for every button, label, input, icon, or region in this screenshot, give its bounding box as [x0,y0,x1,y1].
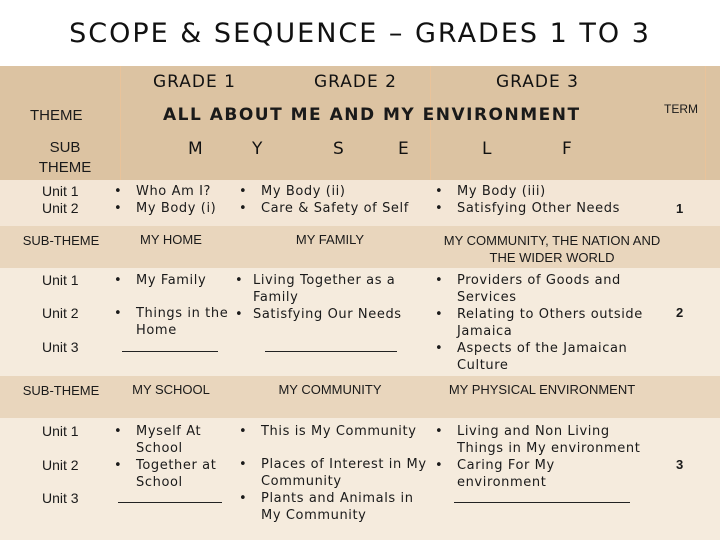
grade1-term2-topics [112,272,232,339]
myself-letter: M [188,139,204,159]
unit-label: Unit 2 [42,200,79,216]
myself-letter: F [562,139,573,159]
grade2-term2-topics [233,272,403,323]
topic-item: • Providers of Goods and Services [433,272,643,306]
grade3-term1-topics [433,183,633,217]
sub-theme-grade2: MY FAMILY [295,232,365,247]
grade-1-header: GRADE 1 [153,72,236,92]
unit-label: Unit 1 [42,423,79,439]
unit-label: Unit 2 [42,305,79,321]
texture-line [705,66,706,180]
topic-item: • Aspects of the Jamaican Culture [433,340,643,374]
sub-theme-label: SUB THEME [38,139,92,176]
topic-item: • Things in the Home [112,305,232,339]
sub-theme-grade3: MY COMMUNITY, THE NATION AND THE WIDER WORLD [443,233,661,265]
theme-label: THEME [30,107,83,124]
topic-item: • Places of Interest in My Community [237,456,427,490]
topic-item: • My Body (ii) [237,183,427,200]
page-title: SCOPE & SEQUENCE – GRADES 1 TO 3 [69,18,651,49]
unit-label: Unit 1 [42,272,79,288]
topic-item: • Caring For My environment [433,457,648,491]
blank-line [118,502,222,503]
myself-letter: S [333,139,345,159]
topic-item: • Who Am I? [112,183,232,200]
grade1-term1-topics [112,183,232,217]
topic-item: • Relating to Others outside Jamaica [433,306,643,340]
topic-item: • Myself At School [112,423,232,457]
topic-item: • Together at School [112,457,232,491]
term-header: TERM [664,102,698,116]
topic-item: • Living Together as a Family [233,272,403,306]
grade-2-header: GRADE 2 [314,72,397,92]
myself-letter: E [398,139,410,159]
term-number: 3 [676,457,684,472]
unit-label: Unit 3 [42,490,79,506]
unit-label: Unit 2 [42,457,79,473]
topic-item: • Living and Non Living Things in My environment [433,423,648,457]
blank-line [265,351,397,352]
grade2-term1-topics [237,183,427,217]
sub-theme-label: SUB-THEME [22,383,100,398]
term-number: 2 [676,305,684,320]
term-number: 1 [676,201,684,216]
topic-item: • My Family [112,272,232,289]
myself-letter: Y [252,139,264,159]
sub-theme-grade2: MY COMMUNITY [278,382,382,397]
grade-3-header: GRADE 3 [496,72,579,92]
blank-line [454,502,630,503]
topic-item: • My Body (iii) [433,183,633,200]
topic-item: • Satisfying Other Needs [433,200,633,217]
unit-label: Unit 1 [42,183,79,199]
topic-item: • Satisfying Our Needs [233,306,403,323]
sub-theme-label: SUB-THEME [22,233,100,248]
myself-letter: L [482,139,493,159]
topic-item: • Care & Safety of Self [237,200,427,217]
grade1-term3-topics [112,423,232,491]
grade3-term3-topics [433,423,648,491]
topic-item: • My Body (i) [112,200,232,217]
sub-theme-grade3: MY PHYSICAL ENVIRONMENT [448,382,636,397]
texture-line [120,66,121,180]
topic-item: • This is My Community [237,423,427,440]
topic-item: • Plants and Animals in My Community [237,490,427,524]
theme-value: ALL ABOUT ME AND MY ENVIRONMENT [163,105,581,125]
unit-label: Unit 3 [42,339,79,355]
sub-theme-grade1: MY HOME [140,232,202,247]
grade3-term2-topics [433,272,643,374]
sub-theme-grade1: MY SCHOOL [132,382,210,397]
blank-line [122,351,218,352]
grade2-term3-topics [237,423,427,524]
